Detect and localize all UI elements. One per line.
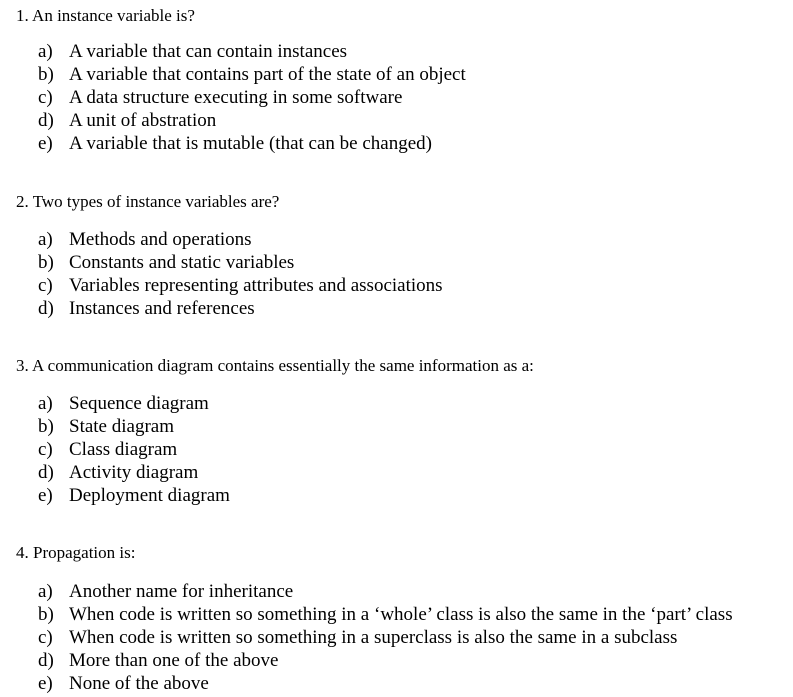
option-letter: d) bbox=[38, 462, 54, 483]
option-letter: a) bbox=[38, 229, 53, 250]
question-4-option-d bbox=[38, 649, 733, 672]
question-3-option-b bbox=[38, 415, 230, 438]
option-letter: e) bbox=[38, 133, 53, 154]
option-letter: d) bbox=[38, 110, 54, 131]
question-3-option-a bbox=[38, 392, 230, 415]
question-2-options bbox=[38, 228, 443, 320]
option-letter: c) bbox=[38, 627, 53, 648]
option-letter: b) bbox=[38, 252, 54, 273]
option-text: A variable that contains part of the state of an object bbox=[69, 64, 466, 85]
question-1-option-c bbox=[38, 86, 466, 109]
option-text: When code is written so something in a ‘whole’ class is also the same in the ‘part’ class bbox=[69, 604, 733, 625]
option-text: Sequence diagram bbox=[69, 393, 209, 414]
question-4-options bbox=[38, 580, 733, 695]
option-letter: a) bbox=[38, 581, 53, 602]
option-letter: a) bbox=[38, 393, 53, 414]
option-letter: c) bbox=[38, 87, 53, 108]
option-text: When code is written so something in a superclass is also the same in a subclass bbox=[69, 627, 678, 648]
option-text: Variables representing attributes and associations bbox=[69, 275, 443, 296]
option-text: A variable that can contain instances bbox=[69, 41, 348, 62]
option-text: A variable that is mutable (that can be changed) bbox=[69, 133, 432, 154]
question-4-option-c bbox=[38, 626, 733, 649]
question-2-prompt: 2. Two types of instance variables are? bbox=[16, 192, 280, 211]
option-text: Class diagram bbox=[69, 439, 178, 460]
question-4-option-b bbox=[38, 603, 733, 626]
question-4-option-a bbox=[38, 580, 733, 603]
option-letter: b) bbox=[38, 604, 54, 625]
option-text: Deployment diagram bbox=[69, 485, 230, 506]
question-1-option-e bbox=[38, 132, 466, 155]
option-text: Another name for inheritance bbox=[69, 581, 294, 602]
question-1-option-d bbox=[38, 109, 466, 132]
question-3-option-e bbox=[38, 484, 230, 507]
option-text: Constants and static variables bbox=[69, 252, 295, 273]
question-2-option-c bbox=[38, 274, 443, 297]
option-text: More than one of the above bbox=[69, 650, 279, 671]
question-3-options bbox=[38, 392, 230, 507]
question-1-prompt: 1. An instance variable is? bbox=[16, 6, 195, 25]
option-text: Methods and operations bbox=[69, 229, 252, 250]
option-text: A data structure executing in some software bbox=[69, 87, 403, 108]
option-letter: b) bbox=[38, 64, 54, 85]
option-letter: e) bbox=[38, 485, 53, 506]
option-letter: a) bbox=[38, 41, 53, 62]
question-3-prompt: 3. A communication diagram contains essentially the same information as a: bbox=[16, 356, 534, 375]
question-3-option-c bbox=[38, 438, 230, 461]
option-letter: e) bbox=[38, 673, 53, 694]
option-text: None of the above bbox=[69, 673, 209, 694]
question-4-option-e bbox=[38, 672, 733, 695]
option-text: Activity diagram bbox=[69, 462, 199, 483]
option-text: Instances and references bbox=[69, 298, 255, 319]
question-1-option-b bbox=[38, 63, 466, 86]
option-letter: c) bbox=[38, 275, 53, 296]
question-3-option-d bbox=[38, 461, 230, 484]
question-2-option-b bbox=[38, 251, 443, 274]
question-1-option-a bbox=[38, 40, 466, 63]
option-text: A unit of abstration bbox=[69, 110, 217, 131]
option-letter: d) bbox=[38, 650, 54, 671]
question-2-option-a bbox=[38, 228, 443, 251]
option-text: State diagram bbox=[69, 416, 174, 437]
option-letter: d) bbox=[38, 298, 54, 319]
question-1-options bbox=[38, 40, 466, 155]
question-2-option-d bbox=[38, 297, 443, 320]
option-letter: c) bbox=[38, 439, 53, 460]
question-4-prompt: 4. Propagation is: bbox=[16, 543, 136, 562]
option-letter: b) bbox=[38, 416, 54, 437]
